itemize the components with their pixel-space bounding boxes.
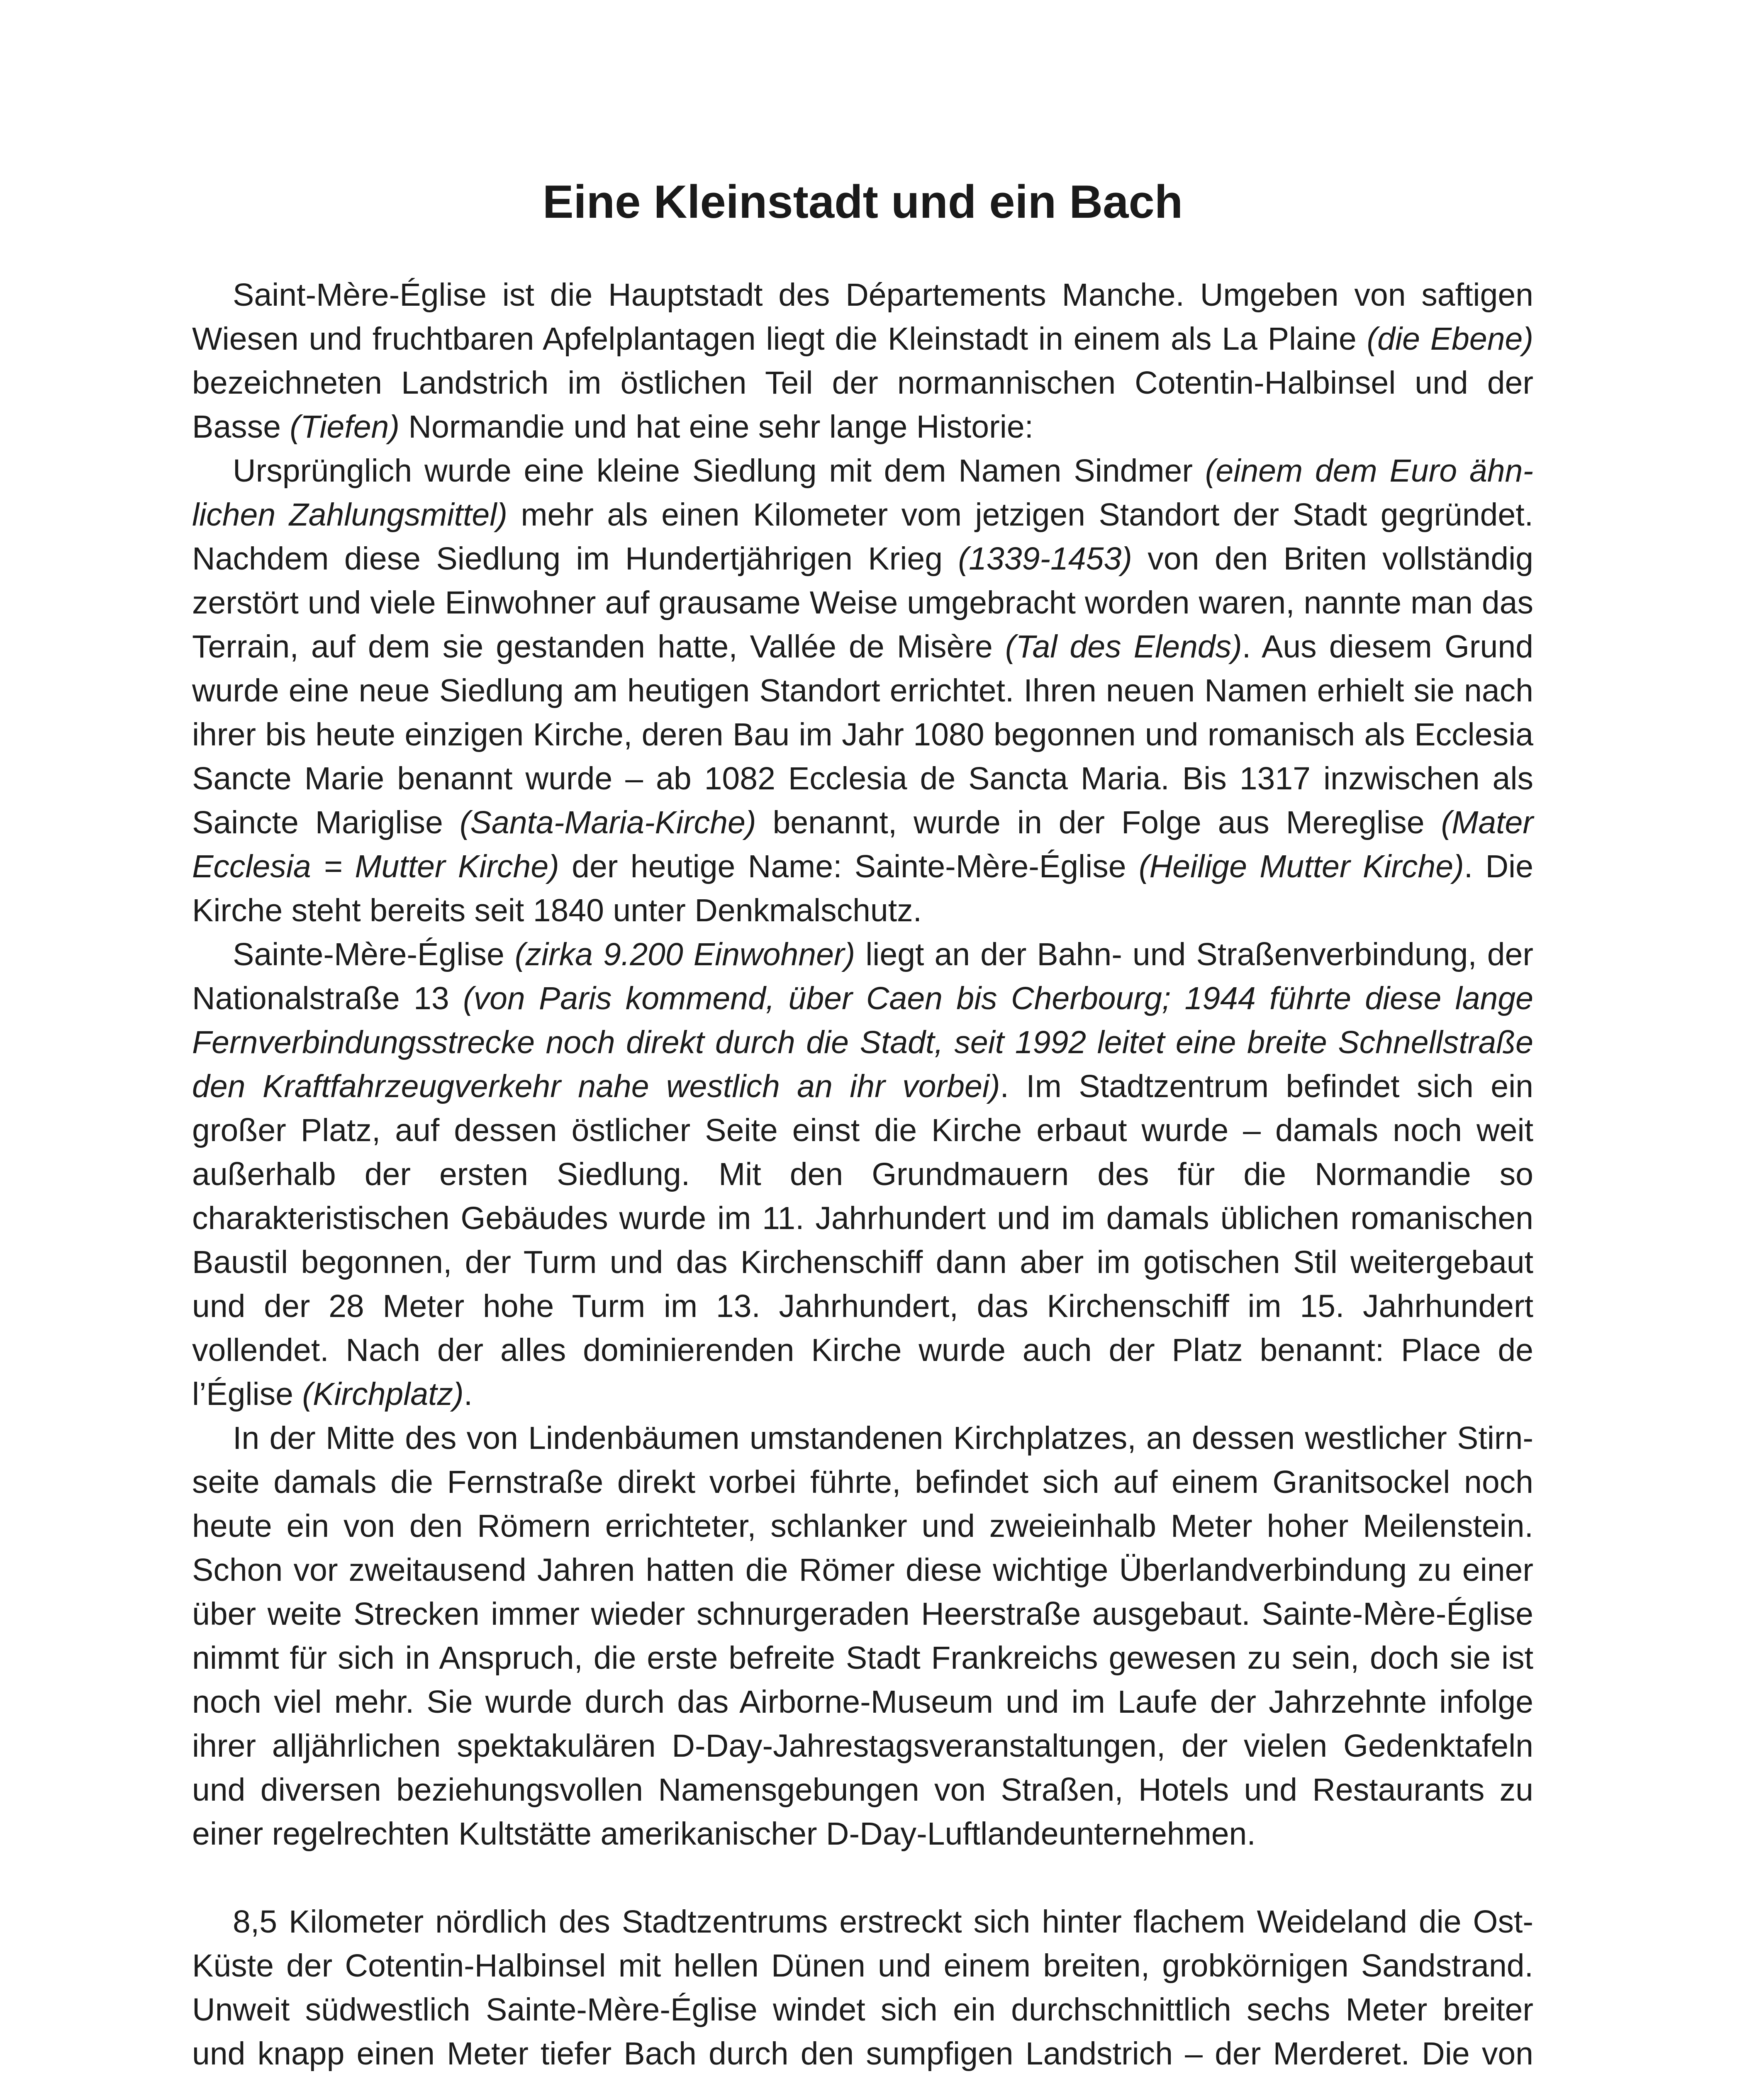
text-run: . (463, 1376, 473, 1412)
italic-text-run: (von Paris kommend, über Caen bis Cherbourg; 1944 führte diese lange Fernverbindungsstrecke noch direkt durch die Stadt, seit 1992 leitet eine breite Schnellstraße den Kraftfahrzeugverkehr nahe westlich an ihr vorbei) (192, 981, 1533, 1104)
paragraph (192, 273, 1533, 449)
text-run: liegt an der Bahn- und Straßenverbindung, der Nationalstraße 13 (192, 937, 1533, 1016)
paragraph (192, 1900, 1533, 2074)
italic-text-run: (Santa-Maria-Kirche) (459, 805, 756, 840)
text-run: Normandie und hat eine sehr lange Historie: (400, 409, 1034, 445)
text-run: mehr als einen Kilometer vom jetzigen Standort der Stadt gegründet. Nachdem diese Siedlung im Hundertjährigen Krieg (192, 497, 1533, 577)
text-run: Sainte-Mère-Église (233, 937, 515, 972)
text-run: . Im Stadtzentrum befindet sich ein großer Platz, auf dessen östlicher Seite einst die Kirche erbaut wurde – damals noch weit außerhalb der ersten Siedlung. Mit den Grundmauern des für die Normandie so charakteristischen Gebäudes wurde im 11. Jahrhundert und im damals üblichen romanischen Baustil begonnen, der Turm und das Kirchenschiff dann aber im gotischen Stil weitergebaut und der 28 Meter hohe Turm im 13. Jahrhundert, das Kirchenschiff im 15. Jahrhundert vollendet. Nach der alles dominierenden Kirche wurde auch der Platz benannt: Place de l’Église (192, 1069, 1534, 1412)
text-run: . Aus diesem Grund wurde eine neue Siedlung am heutigen Standort errichtet. Ihren neuen Namen erhielt sie nach ihrer bis heute einzigen Kirche, deren Bau im Jahr 1080 begonnen und romanisch als Ecclesia Sancte Marie benannt wurde – ab 1082 Ecclesia de Sancta Maria. Bis 1317 inzwischen als Saincte Mariglise (192, 629, 1533, 840)
text-run: In der Mitte des von Lindenbäumen umstandenen Kirchplatzes, an dessen westlicher Stirnseite damals die Fernstraße direkt vorbei führte, befindet sich auf einem Granitsockel noch heute ein von den Römern errichteter, schlanker und zweieinhalb Meter hoher Meilenstein. Schon vor zweitausend Jahren hatten die Römer diese wichtige Überlandverbindung zu einer über weite Strecken immer wieder schnurgeraden Heerstraße ausgebaut. Sainte-Mère-Église nimmt für sich in Anspruch, die erste befreite Stadt Frankreichs gewesen zu sein, doch sie ist noch viel mehr. Sie wurde durch das Airborne-Museum und im Laufe der Jahrzehnte infolge ihrer alljährlichen spektakulären D-Day-Jahrestagsveranstaltungen, der vielen Gedenktafeln und diversen beziehungsvollen Namensgebungen von Straßen, Hotels und Restaurants zu einer regelrechten Kultstätte amerikanischer D-Day-Luftlandeunternehmen. (192, 1420, 1533, 1852)
italic-text-run: (einem dem Euro ähnlichen Zahlungsmittel) (192, 453, 1533, 533)
paragraph (192, 449, 1533, 932)
italic-text-run: (die Ebene) (1367, 321, 1533, 357)
italic-text-run: (Tiefen) (290, 409, 400, 445)
italic-text-run: (Tal des Elends) (1005, 629, 1242, 665)
paragraph (192, 1416, 1533, 1856)
italic-text-run: (Heilige Mutter Kirche) (1138, 849, 1464, 884)
italic-text-run: (Kirchplatz) (302, 1376, 464, 1412)
text-run: Saint-Mère-Église ist die Hauptstadt des Départements Manche. Umgeben von saftigen Wiesen und fruchtbaren Apfelplantagen liegt die Kleinstadt in einem als La Plaine (192, 277, 1533, 357)
italic-text-run: (Mater Ecclesia = Mutter Kirche) (192, 805, 1533, 884)
text-run: 8,5 Kilometer nördlich des Stadtzentrums erstreckt sich hinter flachem Weideland die Ost-Küste der Cotentin-Halbinsel mit hellen Dünen und einem breiten, grobkörnigen Sandstrand. Unweit südwestlich Sainte-Mère-Église windet sich ein durchschnittlich sechs Meter breiter und knapp einen Meter tiefer Bach durch den sumpfigen Landstrich – der Merderet. Die von (192, 1904, 1533, 2072)
italic-text-run: (zirka 9.200 Einwohner) (514, 937, 855, 972)
text-run: Ursprünglich wurde eine kleine Siedlung mit dem Namen Sindmer (233, 453, 1205, 489)
body-text (192, 273, 1533, 2074)
italic-text-run: (1339-1453) (958, 541, 1132, 577)
text-run: benannt, wurde in der Folge aus Mereglise (756, 805, 1441, 840)
text-run: bezeichneten Landstrich im östlichen Teil der normannischen Cotentin-Halbinsel und der Basse (192, 365, 1533, 445)
chapter-title: Eine Kleinstadt und ein Bach (542, 176, 1183, 228)
text-run: . Die Kirche steht bereits seit 1840 unter Denkmalschutz. (192, 849, 1533, 928)
text-run: der heutige Name: Sainte-Mère-Église (559, 849, 1139, 884)
text-run: von den Briten vollständig zerstört und viele Einwohner auf grausame Weise umgebracht worden waren, nannte man das Terrain, auf dem sie gestanden hatte, Vallée de Misère (192, 541, 1533, 665)
paragraph (192, 932, 1533, 1416)
